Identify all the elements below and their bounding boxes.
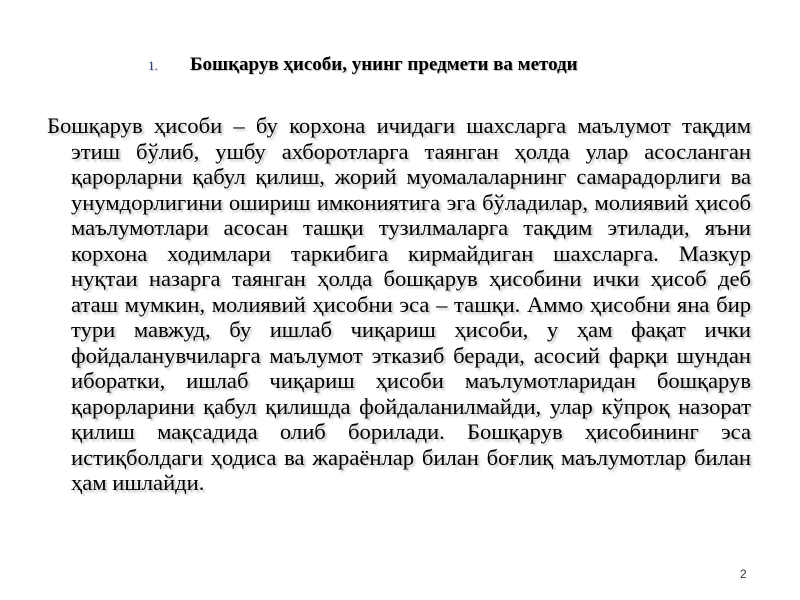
- heading-number: 1.: [148, 58, 158, 73]
- heading-title: Бошқарув ҳисоби, унинг предмети ва методи: [190, 54, 578, 75]
- body-paragraph: Бошқарув ҳисоби – бу корхона ичидаги шахсларга маълумот тақдим этиш бўлиб, ушбу ахборотларга таянган ҳолда улар асосланган қарорларни қабул қилиш, жорий муомалаларнинг самарадорлиги ва унумдорлигини ошириш имкониятига эга бўладилар, молиявий ҳисоб маълумотлари асосан ташқи тузилмаларга тақдим этилади, яъни корхона ходимлари таркибига кирмайдиган шахсларга. Мазкур нуқтаи назарга таянган ҳолда бошқарув ҳисобини ички ҳисоб деб аташ мумкин, молиявий ҳисобни эса – ташқи. Аммо ҳисобни яна бир тури мавжуд, бу ишлаб чиқариш ҳисоби, у ҳам фақат ички фойдаланувчиларга маълумот этказиб беради, асосий фарқи шундан иборатки, ишлаб чиқариш ҳисоби маълумотларидан бошқарув қарорларини қабул қилишда фойдаланилмайди, улар кўпроқ назорат қилиш мақсадида олиб борилади. Бошқарув ҳисобининг эса истиқболдаги ҳодиса ва жараёнлар билан боғлиқ маълумотлар билан ҳам ишлайди.: [47, 113, 751, 495]
- slide-heading: [148, 54, 768, 76]
- page-number: 2: [740, 567, 747, 581]
